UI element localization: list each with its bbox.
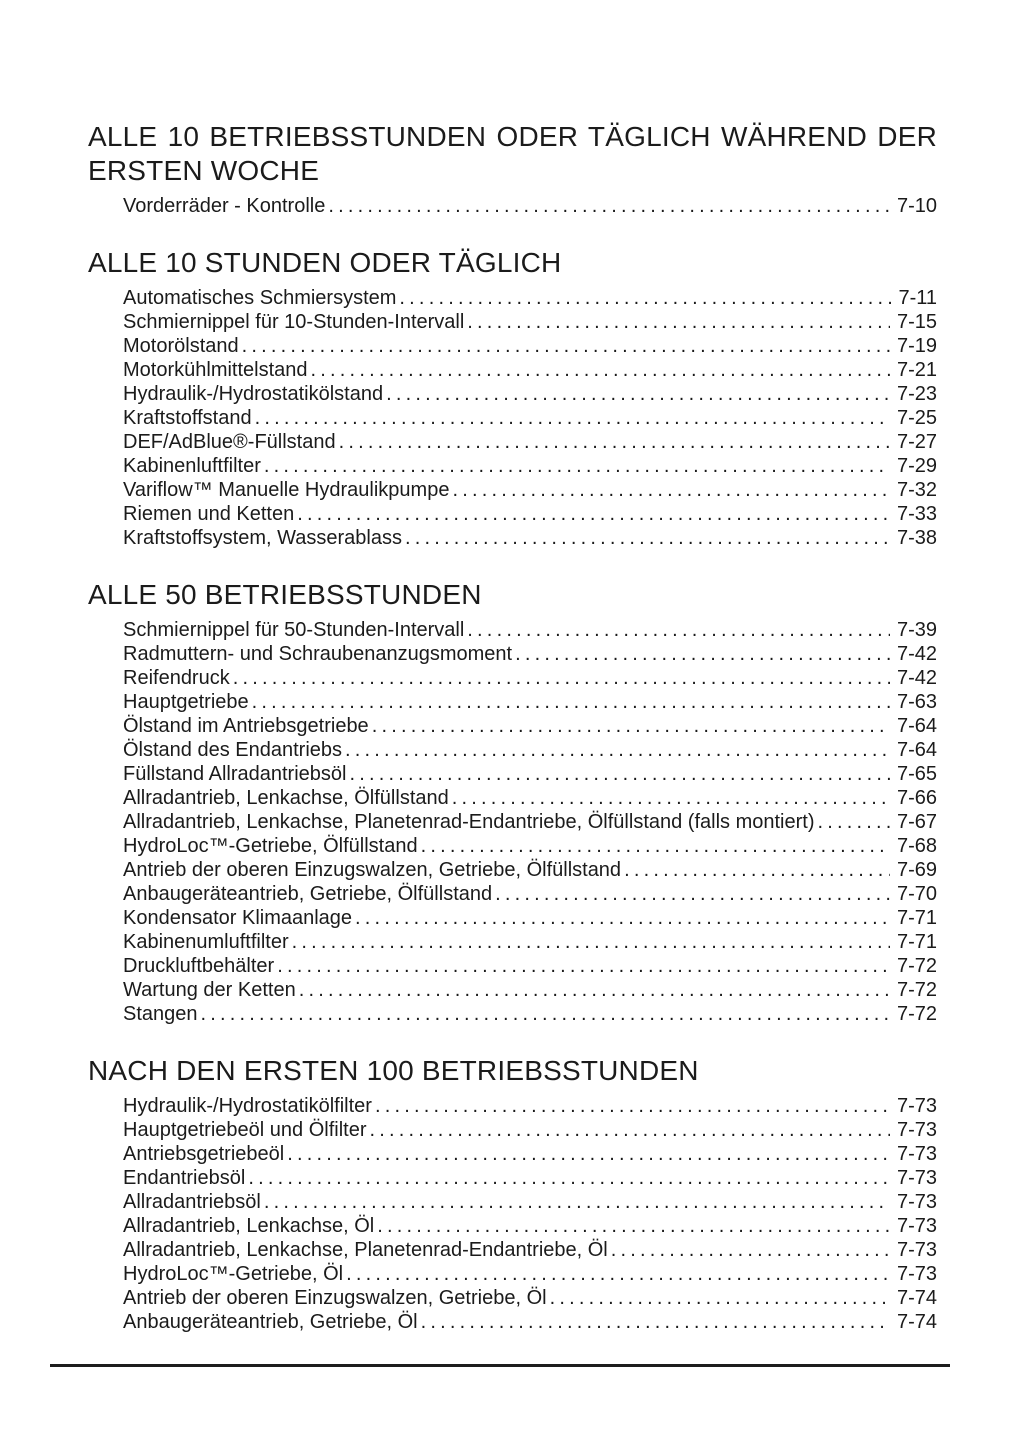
- toc-section: [88, 1054, 937, 1334]
- toc-page-number: 7-74: [896, 1287, 937, 1309]
- toc-entry-label: DEF/AdBlue®-Füllstand: [123, 431, 336, 453]
- toc-entry: [123, 406, 937, 430]
- toc-page-number: 7-70: [896, 883, 937, 905]
- toc-entry-label: Kraftstoffsystem, Wasserablass: [123, 527, 402, 549]
- toc-entry-label: Wartung der Ketten: [123, 979, 296, 1001]
- toc-entry-label: Antrieb der oberen Einzugswalzen, Getriebe, Öl: [123, 1287, 547, 1309]
- dot-leader: [624, 858, 890, 882]
- dot-leader: [264, 454, 890, 478]
- toc-entry-label: Riemen und Ketten: [123, 503, 295, 525]
- toc-page-number: 7-23: [896, 383, 937, 405]
- toc-entry: [123, 762, 937, 786]
- dot-leader: [452, 478, 890, 502]
- toc-entry: [123, 1094, 937, 1118]
- toc-entry-label: Ölstand im Antriebsgetriebe: [123, 715, 369, 737]
- toc-page-number: 7-38: [896, 527, 937, 549]
- dot-leader: [311, 358, 890, 382]
- section-heading-line: ALLE 10 BETRIEBSSTUNDEN ODER TÄGLICH WÄHREND DER: [88, 121, 937, 152]
- toc-entry: [123, 502, 937, 526]
- toc-entry-label: Schmiernippel für 50-Stunden-Intervall: [123, 619, 465, 641]
- dot-leader: [377, 1214, 890, 1238]
- toc-entry-label: Allradantriebsöl: [123, 1191, 261, 1213]
- toc-page-number: 7-72: [896, 1003, 937, 1025]
- toc-entry: [123, 618, 937, 642]
- toc-page-number: 7-73: [896, 1215, 937, 1237]
- toc-page-number: 7-64: [896, 739, 937, 761]
- toc-entry: [123, 1002, 937, 1026]
- toc-entry-label: Hauptgetriebeöl und Ölfilter: [123, 1119, 367, 1141]
- toc-entry: [123, 310, 937, 334]
- toc-page-number: 7-68: [896, 835, 937, 857]
- section-entries: [88, 1094, 937, 1334]
- dot-leader: [611, 1238, 890, 1262]
- toc-page-number: 7-15: [896, 311, 937, 333]
- toc-entry-label: Variflow™ Manuelle Hydraulikpumpe: [123, 479, 450, 501]
- toc-page-number: 7-73: [896, 1119, 937, 1141]
- toc-section: [88, 578, 937, 1026]
- dot-leader: [264, 1190, 890, 1214]
- dot-leader: [817, 810, 889, 834]
- dot-leader: [328, 194, 890, 218]
- dot-leader: [339, 430, 890, 454]
- toc-entry-label: Kabinenluftfilter: [123, 455, 261, 477]
- toc-entry-label: Motorkühlmittelstand: [123, 359, 308, 381]
- dot-leader: [252, 690, 890, 714]
- toc-page-number: 7-72: [896, 955, 937, 977]
- toc-entry-label: Stangen: [123, 1003, 198, 1025]
- toc-entry-label: Allradantrieb, Lenkachse, Ölfüllstand: [123, 787, 449, 809]
- section-entries: [88, 618, 937, 1026]
- toc-entry-label: Anbaugeräteantrieb, Getriebe, Öl: [123, 1311, 418, 1333]
- dot-leader: [201, 1002, 890, 1026]
- toc-entry: [123, 666, 937, 690]
- toc-entry-label: Kraftstoffstand: [123, 407, 252, 429]
- toc-page-number: 7-25: [896, 407, 937, 429]
- dot-leader: [292, 930, 890, 954]
- toc-page-number: 7-39: [896, 619, 937, 641]
- toc-entry: [123, 286, 937, 310]
- dot-leader: [495, 882, 890, 906]
- toc-page-number: 7-19: [896, 335, 937, 357]
- toc-entry: [123, 1166, 937, 1190]
- dot-leader: [421, 834, 890, 858]
- toc-entry-label: Allradantrieb, Lenkachse, Planetenrad-Endantriebe, Öl: [123, 1239, 608, 1261]
- section-heading: [88, 120, 937, 188]
- toc-entry: [123, 690, 937, 714]
- toc-entry: [123, 834, 937, 858]
- toc-entry-label: Füllstand Allradantriebsöl: [123, 763, 347, 785]
- toc-entry-label: Endantriebsöl: [123, 1167, 246, 1189]
- toc-entry: [123, 954, 937, 978]
- section-heading: [88, 246, 937, 280]
- toc-entry: [123, 1214, 937, 1238]
- toc-entry: [123, 1190, 937, 1214]
- toc-entry: [123, 194, 937, 218]
- toc-page-number: 7-21: [896, 359, 937, 381]
- toc-page-number: 7-29: [896, 455, 937, 477]
- toc-page-number: 7-63: [896, 691, 937, 713]
- toc-entry: [123, 382, 937, 406]
- dot-leader: [355, 906, 890, 930]
- toc-page-number: 7-27: [896, 431, 937, 453]
- section-heading-line: ERSTEN WOCHE: [88, 155, 320, 186]
- section-heading: [88, 1054, 937, 1088]
- dot-leader: [233, 666, 890, 690]
- toc-entry: [123, 978, 937, 1002]
- dot-leader: [277, 954, 890, 978]
- toc-entry-label: Allradantrieb, Lenkachse, Planetenrad-Endantriebe, Ölfüllstand (falls montiert): [123, 811, 815, 833]
- dot-leader: [299, 978, 890, 1002]
- toc-entry: [123, 478, 937, 502]
- toc-page-number: 7-10: [896, 195, 937, 217]
- toc-entry-label: Hydraulik-/Hydrostatikölstand: [123, 383, 384, 405]
- dot-leader: [421, 1310, 890, 1334]
- toc-page-number: 7-66: [896, 787, 937, 809]
- toc-page-number: 7-73: [896, 1143, 937, 1165]
- dot-leader: [255, 406, 890, 430]
- toc-page-number: 7-42: [896, 643, 937, 665]
- toc-entry-label: Vorderräder - Kontrolle: [123, 195, 326, 217]
- toc-entry: [123, 858, 937, 882]
- toc-page-number: 7-33: [896, 503, 937, 525]
- toc-page-number: 7-73: [896, 1191, 937, 1213]
- dot-leader: [375, 1094, 890, 1118]
- toc-entry-label: Antrieb der oberen Einzugswalzen, Getriebe, Ölfüllstand: [123, 859, 622, 881]
- toc-entry-label: Druckluftbehälter: [123, 955, 275, 977]
- section-heading-line: ALLE 50 BETRIEBSSTUNDEN: [88, 579, 482, 610]
- toc-entry-label: Reifendruck: [123, 667, 230, 689]
- toc-page-number: 7-64: [896, 715, 937, 737]
- toc-entry: [123, 786, 937, 810]
- toc-entry: [123, 1310, 937, 1334]
- toc-entry-label: Kondensator Klimaanlage: [123, 907, 353, 929]
- dot-leader: [349, 762, 890, 786]
- dot-leader: [242, 334, 890, 358]
- dot-leader: [372, 714, 890, 738]
- section-entries: [88, 194, 937, 218]
- toc-entry-label: Antriebsgetriebeöl: [123, 1143, 285, 1165]
- toc-entry-label: Anbaugeräteantrieb, Getriebe, Ölfüllstand: [123, 883, 493, 905]
- toc-entry: [123, 334, 937, 358]
- toc-entry: [123, 1142, 937, 1166]
- dot-leader: [405, 526, 890, 550]
- dot-leader: [515, 642, 890, 666]
- toc-page-number: 7-69: [896, 859, 937, 881]
- toc-page-number: 7-42: [896, 667, 937, 689]
- toc-entry-label: HydroLoc™-Getriebe, Ölfüllstand: [123, 835, 418, 857]
- toc-entry-label: Hydraulik-/Hydrostatikölfilter: [123, 1095, 372, 1117]
- toc-page-number: 7-74: [896, 1311, 937, 1333]
- toc-entry: [123, 930, 937, 954]
- toc-entry: [123, 882, 937, 906]
- toc-entry-label: Ölstand des Endantriebs: [123, 739, 343, 761]
- toc-page-number: 7-73: [896, 1263, 937, 1285]
- dot-leader: [369, 1118, 889, 1142]
- toc-entry-label: HydroLoc™-Getriebe, Öl: [123, 1263, 344, 1285]
- dot-leader: [345, 738, 890, 762]
- toc-entry-label: Hauptgetriebe: [123, 691, 249, 713]
- toc-entry-label: Radmuttern- und Schraubenanzugsmoment: [123, 643, 513, 665]
- dot-leader: [550, 1286, 890, 1310]
- toc-section: [88, 120, 937, 218]
- toc-page-number: 7-73: [896, 1167, 937, 1189]
- toc-entry-label: Kabinenumluftfilter: [123, 931, 289, 953]
- toc-entry-label: Allradantrieb, Lenkachse, Öl: [123, 1215, 375, 1237]
- toc-entry: [123, 642, 937, 666]
- toc-page-number: 7-71: [896, 907, 937, 929]
- toc-entry: [123, 1238, 937, 1262]
- toc-page-number: 7-73: [896, 1239, 937, 1261]
- toc-entry: [123, 358, 937, 382]
- toc-entry: [123, 810, 937, 834]
- toc-page-number: 7-72: [896, 979, 937, 1001]
- toc-entry: [123, 1118, 937, 1142]
- dot-leader: [467, 618, 890, 642]
- toc-entry: [123, 738, 937, 762]
- section-heading: [88, 578, 937, 612]
- toc-entry: [123, 1262, 937, 1286]
- dot-leader: [346, 1262, 890, 1286]
- dot-leader: [467, 310, 890, 334]
- section-heading-line: ALLE 10 STUNDEN ODER TÄGLICH: [88, 247, 562, 278]
- toc-page-number: 7-73: [896, 1095, 937, 1117]
- toc-entry: [123, 454, 937, 478]
- dot-leader: [287, 1142, 890, 1166]
- toc-entry-label: Motorölstand: [123, 335, 239, 357]
- sections-root: [88, 120, 937, 1334]
- toc-section: [88, 246, 937, 550]
- section-heading-line: NACH DEN ERSTEN 100 BETRIEBSSTUNDEN: [88, 1055, 699, 1086]
- dot-leader: [399, 286, 891, 310]
- dot-leader: [386, 382, 890, 406]
- toc-entry: [123, 1286, 937, 1310]
- toc-page-number: 7-71: [896, 931, 937, 953]
- toc-page-number: 7-65: [896, 763, 937, 785]
- toc-page-number: 7-67: [896, 811, 937, 833]
- dot-leader: [297, 502, 890, 526]
- dot-leader: [452, 786, 890, 810]
- section-entries: [88, 286, 937, 550]
- toc-entry: [123, 430, 937, 454]
- toc-entry: [123, 714, 937, 738]
- toc-page-number: 7-11: [898, 287, 937, 309]
- toc-entry-label: Schmiernippel für 10-Stunden-Intervall: [123, 311, 465, 333]
- dot-leader: [248, 1166, 890, 1190]
- toc-entry-label: Automatisches Schmiersystem: [123, 287, 397, 309]
- toc-entry: [123, 906, 937, 930]
- bottom-rule: [50, 1364, 950, 1367]
- toc-entry: [123, 526, 937, 550]
- toc-page-number: 7-32: [896, 479, 937, 501]
